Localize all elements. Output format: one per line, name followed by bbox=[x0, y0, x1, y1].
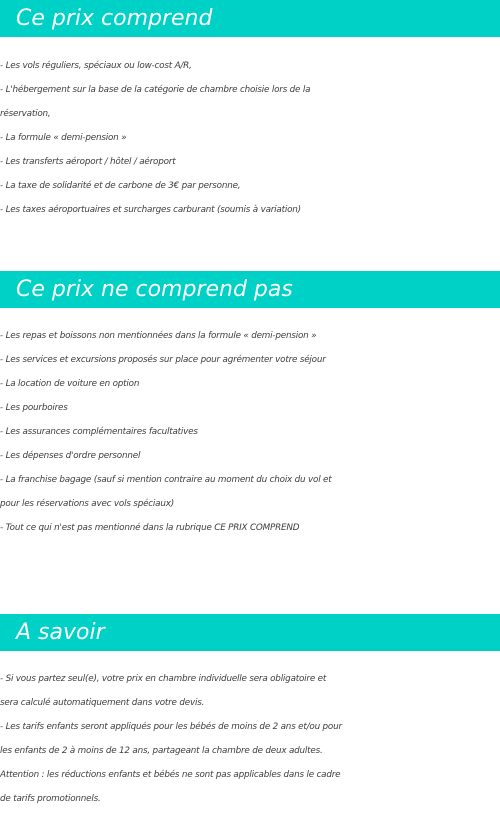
list-item: - La taxe de solidarité et de carbone de 3€ par personne, bbox=[0, 181, 241, 191]
section-body bbox=[0, 667, 500, 811]
list-item: sera calculé automatiquement dans votre devis. bbox=[0, 698, 205, 708]
list-item: - Les taxes aéroportuaires et surcharges carburant (soumis à variation) bbox=[0, 205, 301, 215]
section-title: A savoir bbox=[16, 619, 105, 645]
list-item: Attention : les réductions enfants et bébés ne sont pas applicables dans le cadre bbox=[0, 770, 341, 780]
list-item: - Les transferts aéroport / hôtel / aéroport bbox=[0, 157, 176, 167]
list-item: - La franchise bagage (sauf si mention contraire au moment du choix du vol et bbox=[0, 475, 332, 485]
list-item: - Les repas et boissons non mentionnées dans la formule « demi-pension » bbox=[0, 331, 317, 341]
list-item: - L'hébergement sur la base de la catégorie de chambre choisie lors de la bbox=[0, 85, 311, 95]
list-item: - La location de voiture en option bbox=[0, 379, 140, 389]
list-item: réservation, bbox=[0, 109, 51, 119]
list-item: - Les vols réguliers, spéciaux ou low-cost A/R, bbox=[0, 61, 192, 71]
section-title: Ce prix ne comprend pas bbox=[16, 276, 293, 302]
section-body bbox=[0, 54, 500, 222]
list-item: pour les réservations avec vols spéciaux) bbox=[0, 499, 174, 509]
list-item: - Les dépenses d'ordre personnel bbox=[0, 451, 141, 461]
list-item: - Les assurances complémentaires facultatives bbox=[0, 427, 198, 437]
list-item: les enfants de 2 à moins de 12 ans, partageant la chambre de deux adultes. bbox=[0, 746, 323, 756]
list-item: - Les tarifs enfants seront appliqués pour les bébés de moins de 2 ans et/ou pour bbox=[0, 722, 342, 732]
section-title: Ce prix comprend bbox=[16, 5, 213, 31]
list-item: - Tout ce qui n'est pas mentionné dans la rubrique CE PRIX COMPREND bbox=[0, 523, 300, 533]
section-header bbox=[0, 614, 500, 651]
list-item: - Les pourboires bbox=[0, 403, 68, 413]
section-header bbox=[0, 271, 500, 308]
list-item: de tarifs promotionnels. bbox=[0, 794, 101, 804]
list-item: - Les services et excursions proposés sur place pour agrémenter votre séjour bbox=[0, 355, 326, 365]
list-item: - La formule « demi-pension » bbox=[0, 133, 127, 143]
list-item: - Si vous partez seul(e), votre prix en chambre individuelle sera obligatoire et bbox=[0, 674, 327, 684]
section-body bbox=[0, 324, 500, 540]
section-header bbox=[0, 0, 500, 37]
